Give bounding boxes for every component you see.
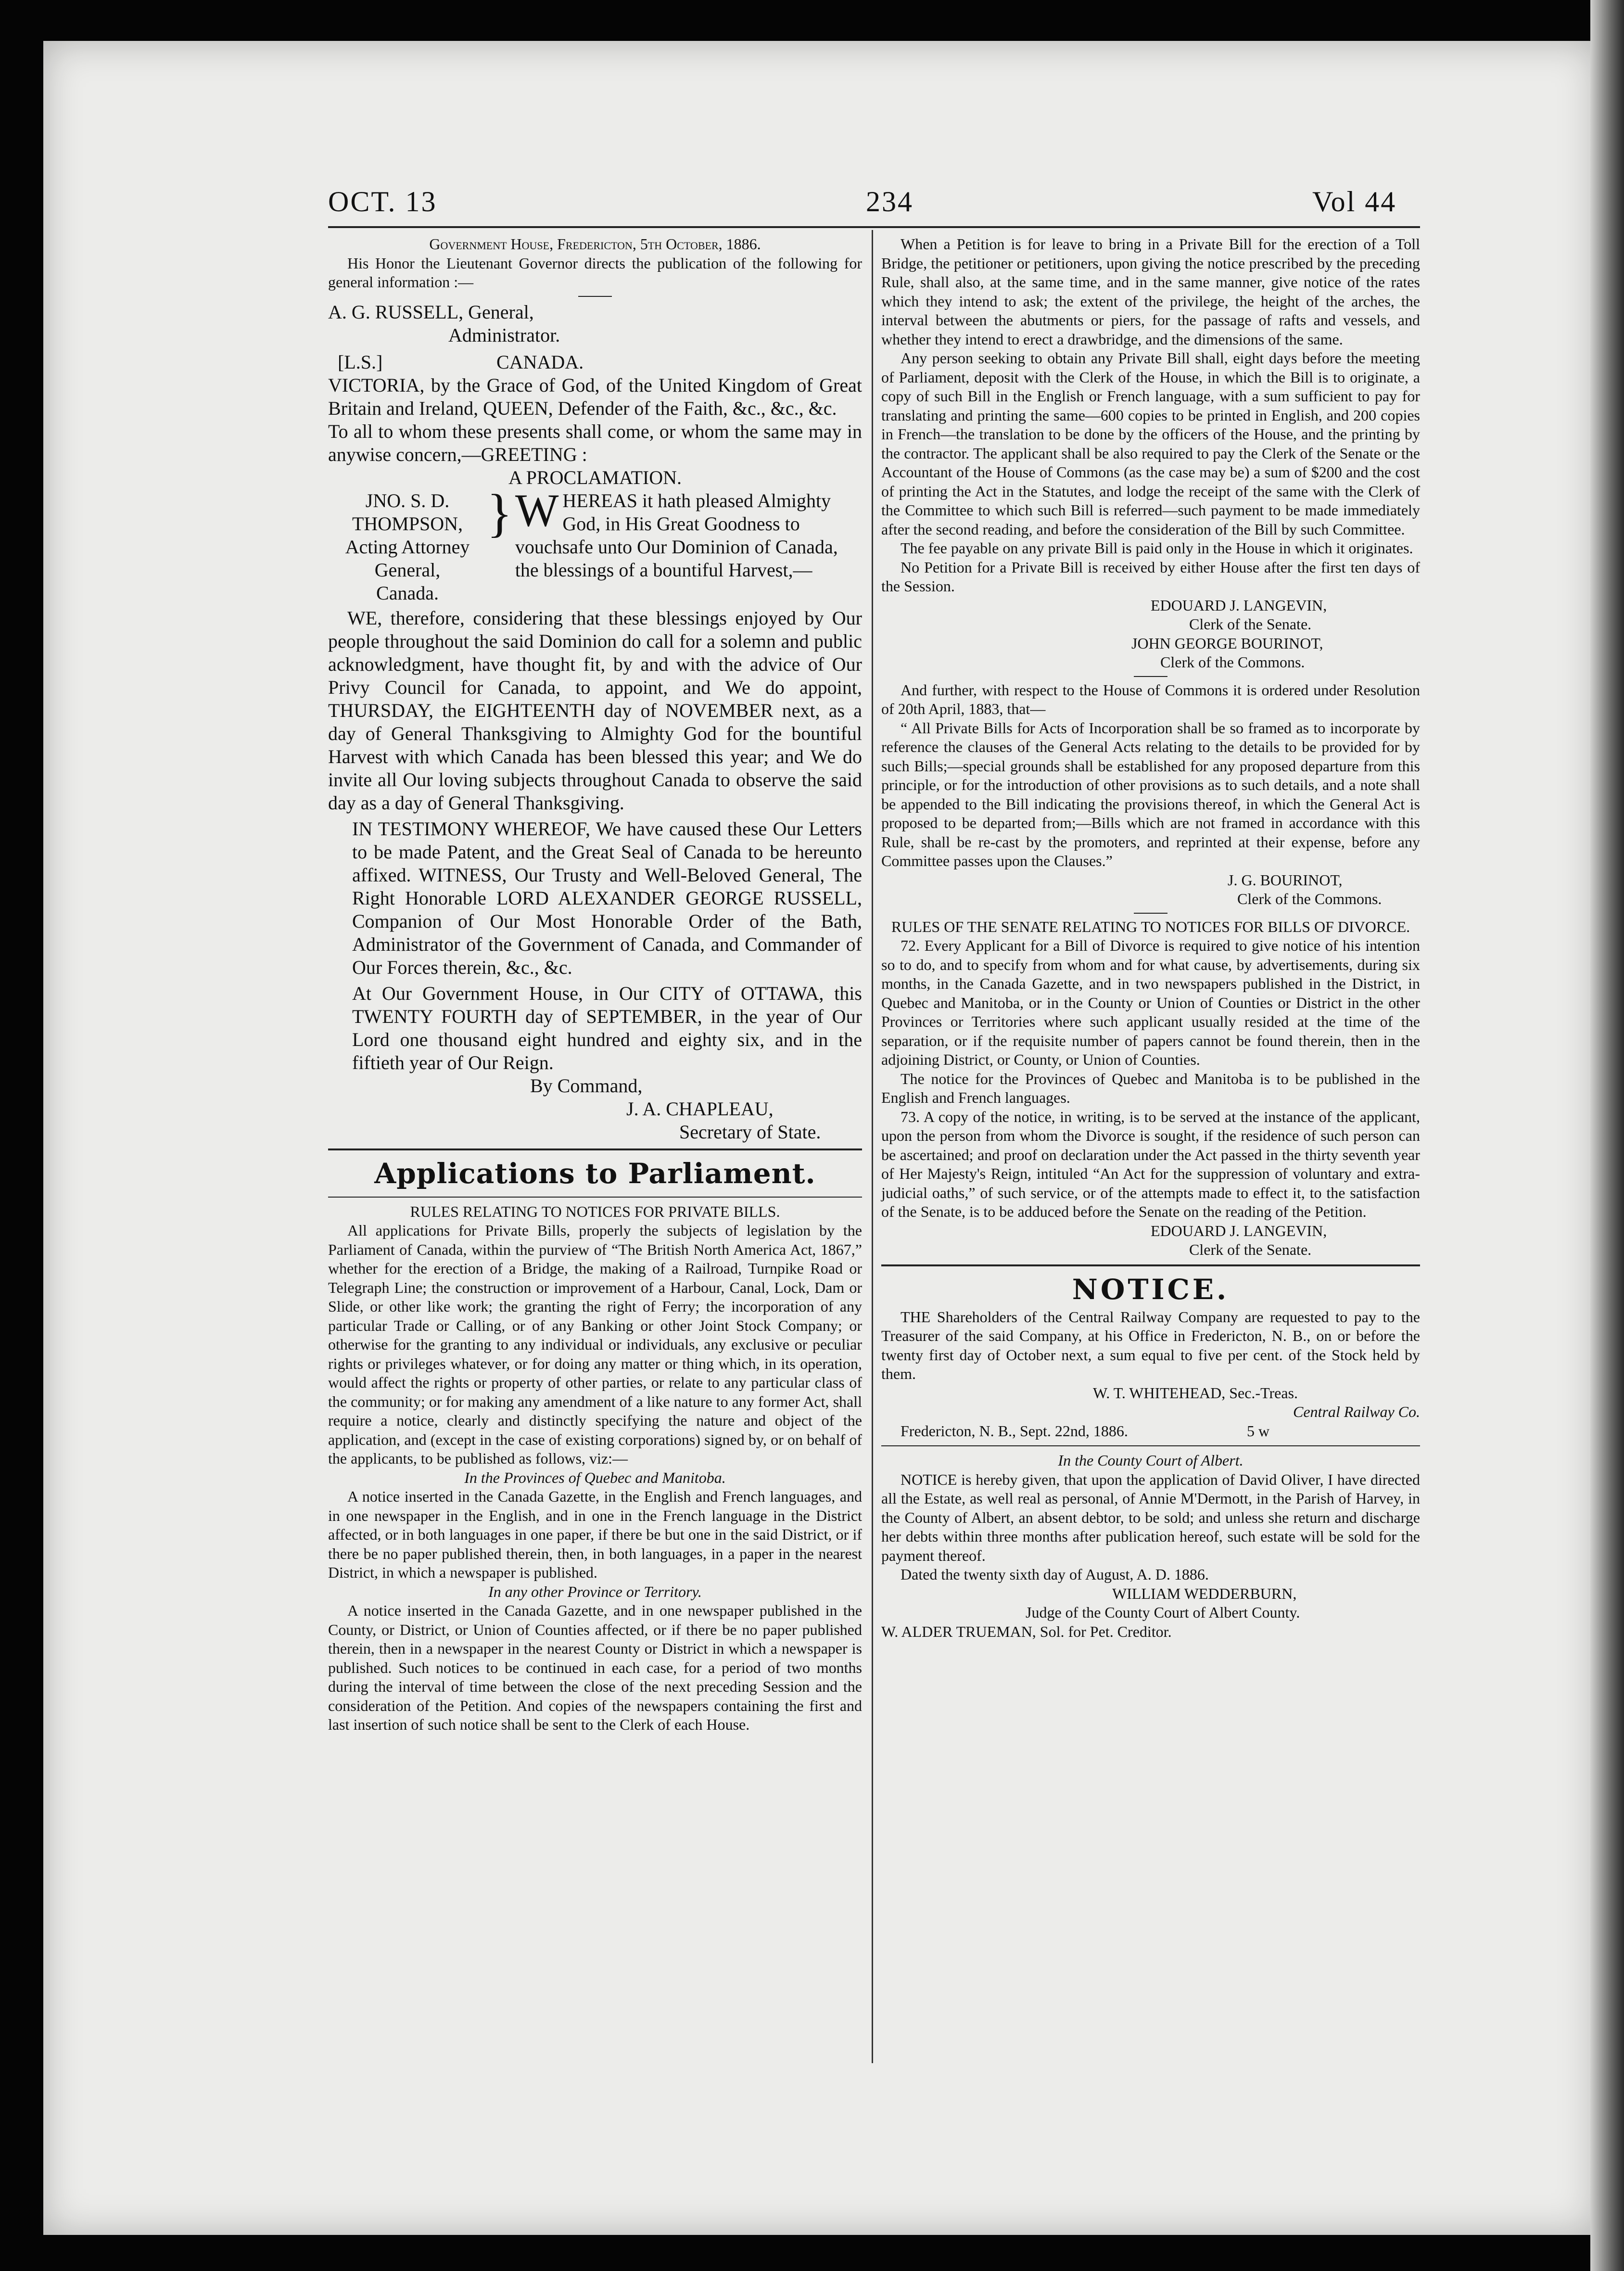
any-person-text: Any person seeking to obtain any Private Bill shall, eight days before the meeting of Parliament, deposit with the Clerk of the House, in which the Bill is to originate, a copy of such Bill in the English or French language, with a sum sufficient to pay for translating and printing the same—600 copies to be printed in English, and 200 copies in French—the translation to be done by the officers of the House, and the printing by the contractor. The applicant shall be also required to pay the Clerk of the Senate or the Accountant of the House of Commons (as the case may be) a sum of $200 and the cost of printing the Act in the Statutes, and lodge the receipt of the same with the Clerk of the Committee to which such Bill is referred—such payment to be made immediately after the second reading, and before the consideration of the Bill by such Committee. xyxy=(881,349,1420,538)
fee-text: The fee payable on any private Bill is paid only in the House in which it originates. xyxy=(901,539,1413,557)
and-further-text: And further, with respect to the House of Commons it is ordered under Resolution of 20th April, 1883, that— xyxy=(881,681,1420,717)
other-province-heading: In any other Province or Territory. xyxy=(488,1582,702,1600)
langevin2-name: EDOUARD J. LANGEVIN, xyxy=(1151,1222,1327,1239)
other-province-text: A notice inserted in the Canada Gazette, and in one newspaper published in the County, or District, or Union of Counties affected, or if there be no paper published therein, then in a newspaper in the nearest County or District in which a newspaper is published. Such notices to be continued in each case, for a period of two months during the interval of time between the close of the next preceding Session and the consideration of the Petition. And copies of the newspapers containing the first and last insertion of such notice shall be sent to the Clerk of each House. xyxy=(328,1602,862,1733)
header-page-number: 234 xyxy=(866,186,914,217)
left-column xyxy=(328,235,862,1735)
section-rule xyxy=(881,1445,1420,1446)
page-edge-shadow xyxy=(1590,0,1624,2271)
langevin-name: EDOUARD J. LANGEVIN, xyxy=(1151,596,1327,614)
incorporation-quote: “ All Private Bills for Acts of Incorporation shall be so framed as to incorporate by reference the clauses of the General Acts relating to the details to be provided for by such Bills;—special grounds shall be established for any proposed departure from this principle, or for the introduction of other provisions as to such details, and a note shall be appended to the Bill indicating the provisions thereof, in which the General Act is proposed to be departed from;—Bills which are not framed in accordance with this Rule, shall be re-cast by the promoters, and reprinted at their expense, before any Committee passes upon the Clauses.” xyxy=(881,719,1420,869)
whitehead-signature: W. T. WHITEHEAD, Sec.-Treas. xyxy=(1093,1384,1298,1402)
bourinot-name: JOHN GEORGE BOURINOT, xyxy=(1131,634,1323,652)
trueman-line: W. ALDER TRUEMAN, Sol. for Pet. Creditor. xyxy=(881,1622,1172,1640)
section-rule xyxy=(328,1148,862,1150)
rules-heading: RULES RELATING TO NOTICES FOR PRIVATE BILLS. xyxy=(410,1202,780,1220)
victoria-text: VICTORIA, by the Grace of God, of the United Kingdom of Great Britain and Ireland, QUEEN, Defender of the Faith, &c., &c., &c. xyxy=(328,374,862,419)
notice-banner: NOTICE. xyxy=(1072,1273,1230,1306)
gov-house-line: Government House, Fredericton, 5th October, 1886. xyxy=(429,235,761,253)
oliver-notice-text: NOTICE is hereby given, that upon the application of David Oliver, I have directed all the Estate, as well real as personal, of Annie M'Dermott, in the Parish of Harvey, in the County of Albert, an absent debtor, to be sold; and unless she return and discharge her debts within three months after publication hereof, such estate will be sold for the payment thereof. xyxy=(881,1470,1420,1564)
central-railway-name: Central Railway Co. xyxy=(1293,1403,1420,1420)
all-applications-text: All applications for Private Bills, properly the subjects of legislation by the Parliament of Canada, within the purview of “The British North America Act, 1867,” whether for the erection of a Bridge, the making of a Railroad, Turnpike Road or Telegraph Line; the construction or improvement of a Harbour, Canal, Lock, Dam or Slide, or other like work; the granting the right of Ferry; the incorporation of any particular Trade or Calling, or of any Banking or other Joint Stock Company; or otherwise for the granting to any individual or individuals, any exclusive or peculiar rights or privileges whatever, or for doing any matter or thing which, in its operation, would affect the rights or property of other parties, or relate to any particular class of the community; or for making any amendment of a like nature to any former Act, shall require a notice, clearly and distinctly specifying the nature and object of the application, and (except in the case of existing corporations) signed by, or on behalf of the applicants, to be published as follows, viz:— xyxy=(328,1222,862,1467)
quebec-heading: In the Provinces of Quebec and Manitoba. xyxy=(464,1468,726,1486)
no-petition-text: No Petition for a Private Bill is received by either House after the first ten days of the Session. xyxy=(881,558,1420,595)
separator xyxy=(1134,913,1167,914)
by-command: By Command, xyxy=(530,1074,643,1097)
russell-title: Administrator. xyxy=(448,324,560,346)
rule-73-text: 73. A copy of the notice, in writing, is to be served at the instance of the applicant, upon the person from whom the Divorce is sought, if the residence of such person can be ascertained; and proof on declaration under the Act passed in the thirty seventh year of Her Majesty's Reign, intituled “An Act for the suppression of voluntary and extra-judicial oaths,” of such service, or of the attempts made to effect it, to the satisfaction of the Senate, is to be adduced before the Senate on the reading of the Petition. xyxy=(881,1108,1420,1220)
proclamation-heading: A PROCLAMATION. xyxy=(508,466,682,488)
canada-heading: CANADA. xyxy=(496,351,584,373)
shareholders-text: THE Shareholders of the Central Railway Company are requested to pay to the Treasurer of the said Company, at his Office in Fredericton, N. B., on or before the twenty first day of October next, a sum equal to five per cent. of the Stock held by them. xyxy=(881,1308,1420,1382)
fredericton-date: Fredericton, N. B., Sept. 22nd, 1886. xyxy=(901,1422,1128,1440)
chapleau-title: Secretary of State. xyxy=(679,1121,821,1143)
langevin2-title: Clerk of the Senate. xyxy=(1189,1241,1312,1258)
notice-provinces-text: The notice for the Provinces of Quebec and Manitoba is to be published in the English and French languages. xyxy=(881,1070,1420,1106)
toll-bridge-text: When a Petition is for leave to bring in a Private Bill for the erection of a Toll Bridge, the petitioner or petitioners, upon giving the notice prescribed by the preceding Rule, shall also, at the same time, and in the same manner, give notice of the rates which they intend to ask; the extent of the privilege, the height of the arches, the interval between the abutments or piers, for the passage of rafts and vessels, and whether they intend to erect a drawbridge, and the dimensions of the same. xyxy=(881,235,1420,348)
header-rule xyxy=(328,226,1420,228)
banner-rule xyxy=(328,1197,862,1198)
applications-banner: Applications to Parliament. xyxy=(374,1157,816,1190)
bourinot2-title: Clerk of the Commons. xyxy=(1237,890,1382,907)
wedderburn-name: WILLIAM WEDDERBURN, xyxy=(1112,1584,1297,1602)
run-duration: 5 w xyxy=(1247,1422,1270,1440)
senate-rules-heading: RULES OF THE SENATE RELATING TO NOTICES FOR BILLS OF DIVORCE. xyxy=(891,918,1410,935)
wedderburn-title: Judge of the County Court of Albert County. xyxy=(1026,1604,1300,1621)
quebec-text: A notice inserted in the Canada Gazette, in the English and French languages, and in one newspaper in the English, and in one in the French language in the District affected, or in both languages in one paper, if there be but one in the said District, or if there be no paper published therein, then, in both languages, in a paper in the nearest District, in which a newspaper is published. xyxy=(328,1488,862,1581)
testimony-text: IN TESTIMONY WHEREOF, We have caused these Our Letters to be made Patent, and the Great Seal of Canada to be hereunto affixed. WITNESS, Our Trusty and Well-Beloved General, The Right Honorable LORD ALEXANDER GEORGE RUSSELL, Companion of Our Most Honorable Order of the Bath, Administrator of the Government of Canada, and Commander of Our Forces therein, &c., &c. xyxy=(352,817,862,978)
russell-name: A. G. RUSSELL, General, xyxy=(328,301,534,323)
section-rule xyxy=(881,1264,1420,1266)
brace-glyph: } xyxy=(487,483,512,542)
thompson-name: JNO. S. D. THOMPSON, xyxy=(352,489,463,535)
to-all-text: To all to whom these presents shall come, or whom the same may in anywise concern,—GREETING : xyxy=(328,420,862,465)
seal-mark: [L.S.] xyxy=(338,351,383,373)
bourinot2-name: J. G. BOURINOT, xyxy=(1228,871,1343,889)
intro-text: His Honor the Lieutenant Governor directs the publication of the following for general information :— xyxy=(328,254,862,291)
right-column xyxy=(881,235,1420,1641)
separator xyxy=(1134,676,1167,677)
at-our-text: At Our Government House, in Our CITY of OTTAWA, this TWENTY FOURTH day of SEPTEMBER, in the year of Our Lord one thousand eight hundred and eighty six, and in the fiftieth year of Our Reign. xyxy=(352,982,862,1073)
thompson-title: Acting Attorney General, xyxy=(345,536,470,581)
thompson-country: Canada. xyxy=(376,582,439,604)
drop-cap: W xyxy=(515,484,559,536)
dated-line: Dated the twenty sixth day of August, A. D. 1886. xyxy=(901,1566,1209,1583)
langevin-title: Clerk of the Senate. xyxy=(1189,615,1312,633)
rule-72-text: 72. Every Applicant for a Bill of Divorce is required to give notice of his intention so to do, and to specify from whom and for what cause, by advertisements, during six months, in the Canada Gazette, and in two newspapers published in the District, in Quebec and Manitoba, or in the County or Union of Counties or District in the other Provinces or Territories where such applicant usually resided at the time of the separation, or if the requisite number of papers cannot be found therein, then in the adjoining District, or County, or Union of Counties. xyxy=(881,937,1420,1068)
bourinot-title: Clerk of the Commons. xyxy=(1160,653,1305,671)
column-divider xyxy=(872,230,873,2063)
header-volume: Vol 44 xyxy=(1312,186,1397,217)
chapleau-name: J. A. CHAPLEAU, xyxy=(626,1097,774,1120)
whereas-text: HEREAS it hath pleased Almighty God, in His Great Goodness to vouchsafe unto Our Dominion of Canada, the blessings of a bountiful Harvest,— xyxy=(515,489,838,581)
separator xyxy=(578,296,612,297)
header-date: OCT. 13 xyxy=(328,186,437,217)
county-court-heading: In the County Court of Albert. xyxy=(1058,1452,1243,1469)
we-therefore-text: WE, therefore, considering that these blessings enjoyed by Our people throughout the said Dominion do call for a solemn and public acknowledgment, have thought fit, by and with the advice of Our Privy Council for Canada, to appoint, and We do appoint, THURSDAY, the EIGHTEENTH day of NOVEMBER next, as a day of General Thanksgiving to Almighty God for the bountiful Harvest with which Canada has been blessed this year; and We do invite all Our loving subjects throughout Canada to observe the said day as a day of General Thanksgiving. xyxy=(328,607,862,814)
